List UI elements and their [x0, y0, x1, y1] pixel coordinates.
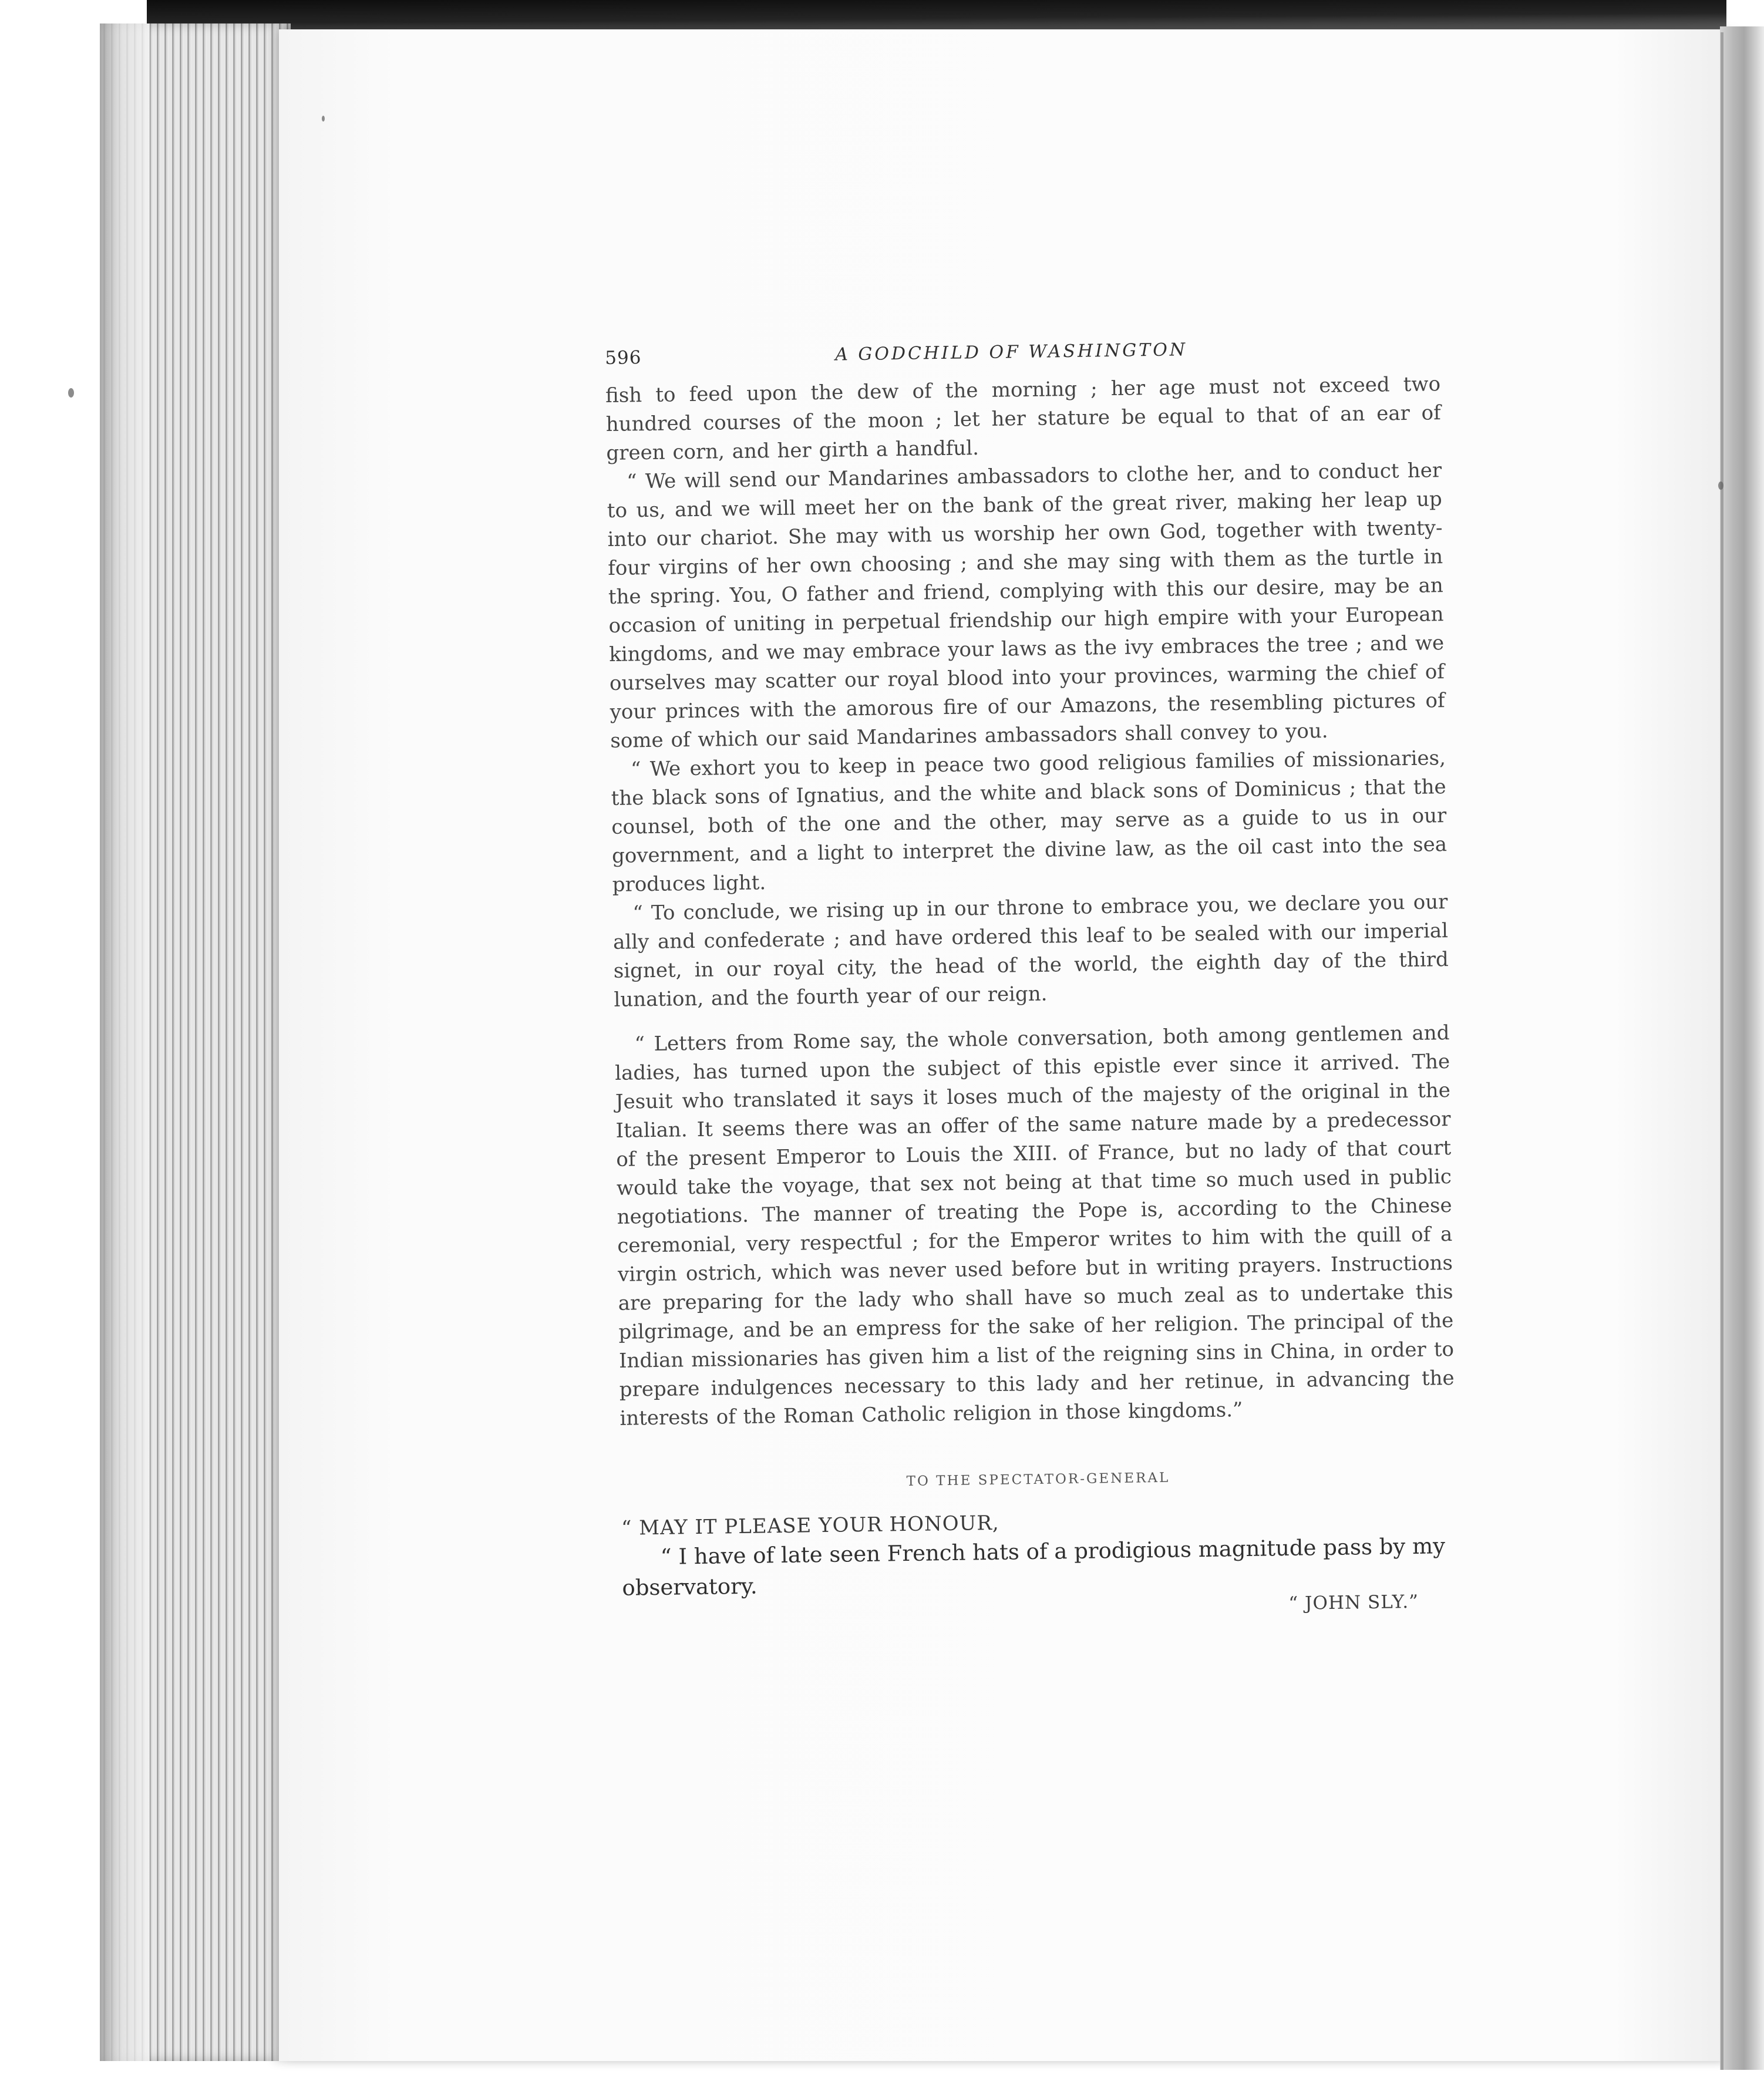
paragraph: “ We will send our Mandarines ambassadors to clothe her, and to conduct her to us, and we will meet her on the bank of the great river, making her leap up into our chariot. She may with us worship her own God, together with twenty-four virgins of her own choosing ; and she may sing with them as the turtle in the spring. You, O father and friend, complying with this our desire, may be an occasion of uniting in perpetual friendship our high empire with your European kingdoms, and we may embrace your laws as the ivy embraces the tree ; and we ourselves may scatter our royal blood into your provinces, warming the chief of your princes with the amorous fire of our Amazons, the resembling pictures of some of which our said Mandarines ambassadors shall convey to you. — [607, 459, 1445, 753]
salutation: “ MAY IT PLEASE YOUR HONOUR, — [621, 1511, 999, 1540]
body-text — [605, 370, 1455, 1433]
page-stack-edge — [100, 23, 291, 2061]
section-heading: TO THE SPECTATOR-GENERAL — [906, 1470, 1170, 1490]
scan-spot — [1718, 481, 1723, 490]
letter-text: “ I have of late seen French hats of a prodigious magnitude pass by my observatory. — [622, 1533, 1446, 1601]
paragraph: “ Letters from Rome say, the whole conversation, both among gentlemen and ladies, has turned upon the subject of this epistle ever since it arrived. The Jesuit who translated it says it loses much of the majesty of the original in the Italian. It seems there was an offer of the same nature made by a predecessor of the present Emperor to Louis the XIII. of France, but no lady of that court would take the voyage, that sex not being at that time so much used in public negotiations. The manner of treating the Pope is, according to the Chinese ceremonial, very respectful ; for the Emperor writes to him with the quill of a virgin ostrich, which was never used before but in writing prayers. Instructions are preparing for the lady who shall have so much zeal as to undertake this pilgrimage, and be an empress for the sake of her religion. The principal of the Indian missionaries has given him a list of the reigning sins in China, in order to prepare indulgences necessary to this lady and her retinue, in advancing the interests of the Roman Catholic religion in those kingdoms.” — [614, 1021, 1455, 1430]
paragraph: “ To conclude, we rising up in our throne to embrace you, we declare you our ally and confederate ; and have ordered this leaf to be sealed with our imperial signet, in our royal city, the head of the world, the eighth day of the third lunation, and the fourth year of our reign. — [612, 890, 1449, 1012]
page-number: 596 — [605, 347, 642, 369]
page-content — [605, 336, 1458, 1645]
scan-spot — [68, 388, 74, 398]
signature: “ JOHN SLY.” — [1288, 1591, 1419, 1614]
page-right-edge — [1720, 26, 1764, 2070]
scan-spot — [322, 116, 325, 122]
running-title: A GODCHILD OF WASHINGTON — [834, 339, 1188, 365]
paragraph: “ We exhort you to keep in peace two good religious families of missionaries, the black sons of Ignatius, and the white and black sons of Dominicus ; that the counsel, both of the one and the other, may serve as a guide to us in our government, and a light to interpret the divine law, as the oil cast into the sea produces light. — [611, 746, 1447, 897]
page-right-line — [1721, 32, 1723, 2070]
paragraph: fish to feed upon the dew of the morning ; her age must not exceed two hundred courses of the moon ; let her stature be equal to that of an ear of green corn, and her girth a handful. — [605, 372, 1441, 465]
